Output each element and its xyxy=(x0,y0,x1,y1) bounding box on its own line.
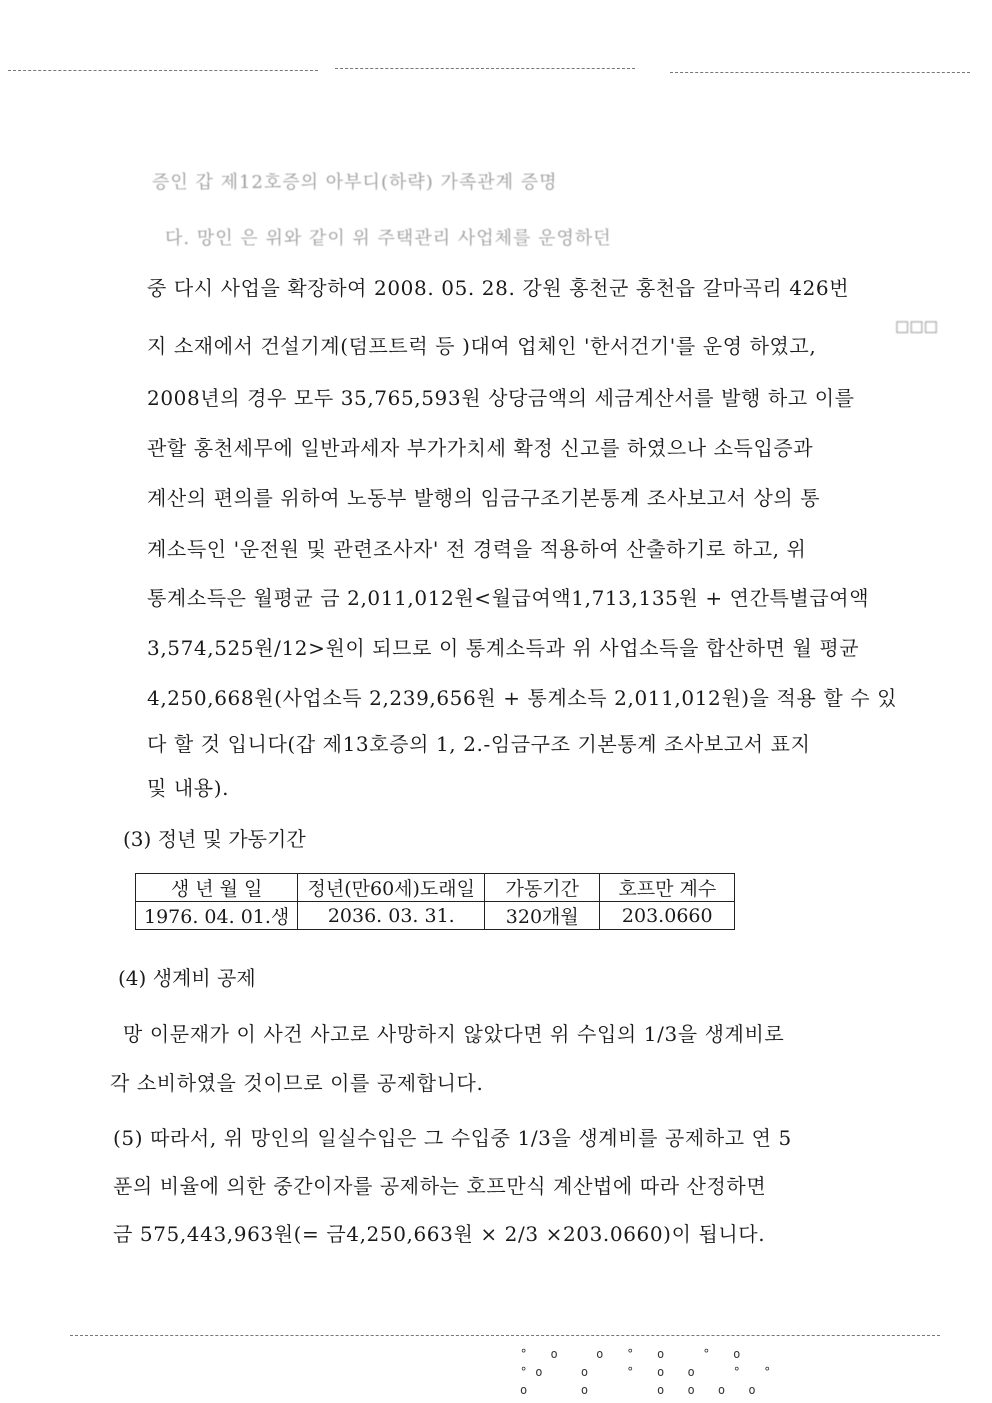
table-header-cell: 호프만 계수 xyxy=(600,874,735,902)
section-5-line: 금 575,443,963원(= 금4,250,663원 × 2/3 ×203.0660)이 됩니다. xyxy=(113,1222,766,1246)
section-4-line: 각 소비하였을 것이므로 이를 공제합니다. xyxy=(110,1071,484,1095)
table-header-cell: 생 년 월 일 xyxy=(136,874,298,902)
paragraph-line: 계소득인 '운전원 및 관련조사자' 전 경력을 적용하여 산출하기로 하고, 위 xyxy=(147,537,807,561)
faded-line: 다. 망인 은 위와 같이 위 주택관리 사업체를 운영하던 xyxy=(165,228,612,249)
top-scan-line xyxy=(670,72,970,73)
table-row xyxy=(136,902,735,930)
paragraph-line: 관할 홍천세무에 일반과세자 부가가치세 확정 신고를 하였으나 소득입증과 xyxy=(147,436,814,460)
table-cell: 1976. 04. 01.생 xyxy=(136,902,298,930)
paragraph-line: 4,250,668원(사업소득 2,239,656원 + 통계소득 2,011,012원)을 적용 할 수 있 xyxy=(147,686,898,710)
faint-stamp-mark: ☐☐☐ xyxy=(895,318,939,337)
paragraph-line: 3,574,525원/12>원이 되므로 이 통계소득과 위 사업소득을 합산하면 월 평균 xyxy=(147,636,860,660)
section-5-line: 푼의 비율에 의한 중간이자를 공제하는 호프만식 계산법에 따라 산정하면 xyxy=(113,1174,767,1198)
bottom-scan-line xyxy=(70,1335,940,1336)
section-5-line: (5) 따라서, 위 망인의 일실수입은 그 수입중 1/3을 생계비를 공제하고 연 5 xyxy=(113,1126,792,1150)
section-3-heading: (3) 정년 및 가동기간 xyxy=(123,827,306,851)
bottom-scan-dots: ° o o ° o ° o °o o ° o o ° ° o o o o o o xyxy=(520,1347,779,1397)
paragraph-line: 통계소득은 월평균 금 2,011,012원<월급여액1,713,135원 + 연간특별급여액 xyxy=(147,586,870,610)
paragraph-line: 계산의 편의를 위하여 노동부 발행의 임금구조기본통계 조사보고서 상의 통 xyxy=(147,486,821,510)
table-cell: 2036. 03. 31. xyxy=(298,902,485,930)
table-cell: 320개월 xyxy=(485,902,600,930)
paragraph-line: 및 내용). xyxy=(147,776,230,800)
faded-line: 증인 갑 제12호증의 아부디(하략) 가족관계 증명 xyxy=(152,172,558,193)
paragraph-line: 지 소재에서 건설기계(덤프트럭 등 )대여 업체인 '한서건기'를 운영 하였고, xyxy=(147,334,817,358)
paragraph-line: 다 할 것 입니다(갑 제13호증의 1, 2.-임금구조 기본통계 조사보고서 표지 xyxy=(147,732,811,756)
top-scan-line xyxy=(335,68,635,69)
working-period-table xyxy=(135,873,735,930)
table-cell: 203.0660 xyxy=(600,902,735,930)
table-header-cell: 가동기간 xyxy=(485,874,600,902)
section-4-line: 망 이문재가 이 사건 사고로 사망하지 않았다면 위 수입의 1/3을 생계비로 xyxy=(123,1022,785,1046)
paragraph-line: 2008년의 경우 모두 35,765,593원 상당금액의 세금계산서를 발행 하고 이를 xyxy=(147,386,855,410)
table-header-cell: 정년(만60세)도래일 xyxy=(298,874,485,902)
table-header-row xyxy=(136,874,735,902)
section-4-heading: (4) 생계비 공제 xyxy=(118,966,256,990)
top-scan-line xyxy=(8,70,318,71)
paragraph-line: 중 다시 사업을 확장하여 2008. 05. 28. 강원 홍천군 홍천읍 갈마곡리 426번 xyxy=(147,276,850,300)
